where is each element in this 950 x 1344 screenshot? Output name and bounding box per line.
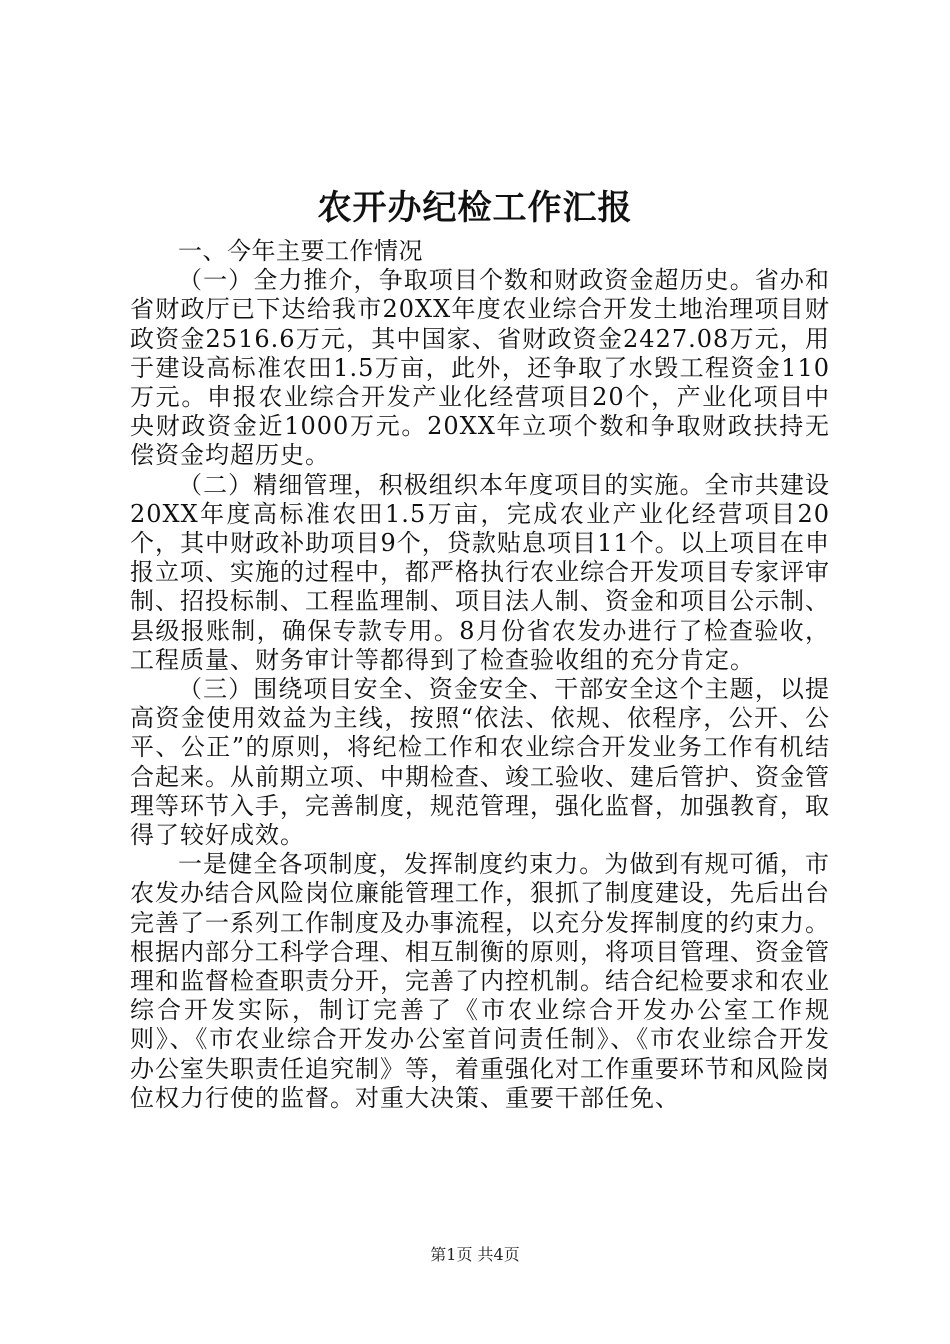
paragraph-1: （一）全力推介，争取项目个数和财政资金超历史。省办和省财政厅已下达给我市20XX年度农业综合开发土地治理项目财政资金2516.6万元，其中国家、省财政资金2427.08万元，用于建设高标准农田1.5万亩，此外，还争取了水毁工程资金110万元。申报农业综合开发产业化经营项目20个，产业化项目中央财政资金近1000万元。20XX年立项个数和争取财政扶持无偿资金均超历史。 (130, 266, 830, 470)
document-body (130, 237, 830, 1113)
paragraph-2: （二）精细管理，积极组织本年度项目的实施。全市共建设20XX年度高标准农田1.5万亩，完成农业产业化经营项目20个，其中财政补助项目9个，贷款贴息项目11个。以上项目在申报立项、实施的过程中，都严格执行农业综合开发项目专家评审制、招投标制、工程监理制、项目法人制、资金和项目公示制、县级报账制，确保专款专用。8月份省农发办进行了检查验收，工程质量、财务审计等都得到了检查验收组的充分肯定。 (130, 470, 830, 674)
paragraph-3: （三）围绕项目安全、资金安全、干部安全这个主题，以提高资金使用效益为主线，按照“依法、依规、依程序，公开、公平、公正”的原则，将纪检工作和农业综合开发业务工作有机结合起来。从前期立项、中期检查、竣工验收、建后管护、资金管理等环节入手，完善制度，规范管理，强化监督，加强教育，取得了较好成效。 (130, 675, 830, 850)
document-title: 农开办纪检工作汇报 (317, 188, 633, 228)
page-footer: 第1页 共4页 (430, 1245, 520, 1264)
paragraph-4: 一是健全各项制度，发挥制度约束力。为做到有规可循，市农发办结合风险岗位廉能管理工作，狠抓了制度建设，先后出台完善了一系列工作制度及办事流程，以充分发挥制度的约束力。根据内部分工科学合理、相互制衡的原则，将项目管理、资金管理和监督检查职责分开，完善了内控机制。结合纪检要求和农业综合开发实际，制订完善了《市农业综合开发办公室工作规则》、《市农业综合开发办公室首问责任制》、《市农业综合开发办公室失职责任追究制》等，着重强化对工作重要环节和风险岗位权力行使的监督。对重大决策、重要干部任免、 (130, 850, 830, 1112)
section-heading: 一、今年主要工作情况 (178, 237, 423, 265)
